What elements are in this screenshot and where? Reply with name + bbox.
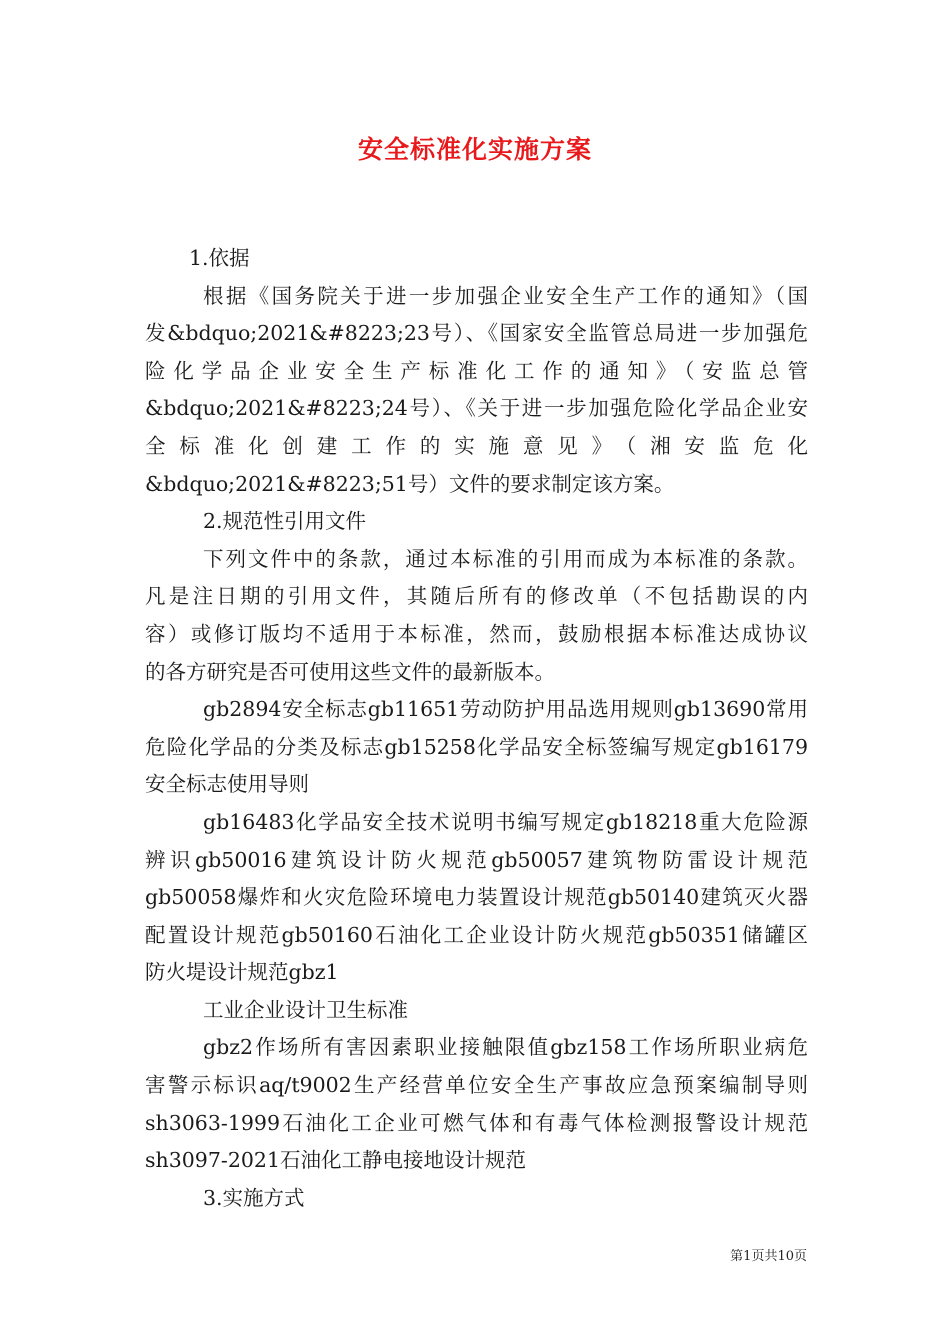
text-line: 1.依据 — [189, 246, 250, 270]
text-line: 容）或修订版均不适用于本标准，然而，鼓励根据本标准达成协议 — [145, 621, 808, 646]
text-line: 3.实施方式 — [203, 1185, 305, 1210]
text-line: gb50058爆炸和火灾危险环境电力装置设计规范gb50140建筑灭火器 — [145, 885, 808, 910]
text-line: gbz2作场所有害因素职业接触限值gbz158工作场所职业病危 — [203, 1035, 808, 1060]
text-line: 辨识gb50016建筑设计防火规范gb50057建筑物防雷设计规范 — [145, 847, 808, 872]
text-line: sh3063-1999石油化工企业可燃气体和有毒气体检测报警设计规范 — [145, 1110, 808, 1135]
text-line: sh3097-2021石油化工静电接地设计规范 — [145, 1148, 526, 1173]
text-line: 凡是注日期的引用文件，其随后所有的修改单（不包括勘误的内 — [145, 584, 808, 609]
text-line: 危险化学品的分类及标志gb15258化学品安全标签编写规定gb16179 — [145, 734, 808, 759]
text-line: 下列文件中的条款，通过本标准的引用而成为本标准的条款。 — [203, 546, 808, 571]
text-line: 险化学品企业安全生产标准化工作的通知》（安监总管 — [145, 358, 808, 383]
text-line: 害警示标识aq/t9002生产经营单位安全生产事故应急预案编制导则 — [145, 1073, 808, 1098]
document-body — [145, 240, 808, 1217]
text-line: 工业企业设计卫生标准 — [203, 997, 408, 1022]
text-line: 安全标志使用导则 — [145, 772, 309, 797]
text-line: gb2894安全标志gb11651劳动防护用品选用规则gb13690常用 — [203, 697, 808, 722]
text-line: gb16483化学品安全技术说明书编写规定gb18218重大危险源 — [203, 809, 808, 834]
text-line: 的各方研究是否可使用这些文件的最新版本。 — [145, 659, 555, 684]
text-line: 全标准化创建工作的实施意见》（湘安监危化 — [145, 433, 808, 458]
text-line: 配置设计规范gb50160石油化工企业设计防火规范gb50351储罐区 — [145, 922, 808, 947]
text-line: 防火堤设计规范gbz1 — [145, 960, 339, 985]
text-line: 2.规范性引用文件 — [203, 509, 367, 534]
text-line: 发&bdquo;2021&#8223;23号）、《国家安全监管总局进一步加强危 — [145, 321, 808, 346]
text-line: 根据《国务院关于进一步加强企业安全生产工作的通知》（国 — [203, 283, 808, 308]
text-line: &bdquo;2021&#8223;24号）、《关于进一步加强危险化学品企业安 — [145, 396, 808, 421]
document-title: 安全标准化实施方案 — [357, 135, 592, 164]
page-footer: 第1页共10页 — [730, 1249, 807, 1264]
text-line: &bdquo;2021&#8223;51号）文件的要求制定该方案。 — [145, 471, 675, 496]
